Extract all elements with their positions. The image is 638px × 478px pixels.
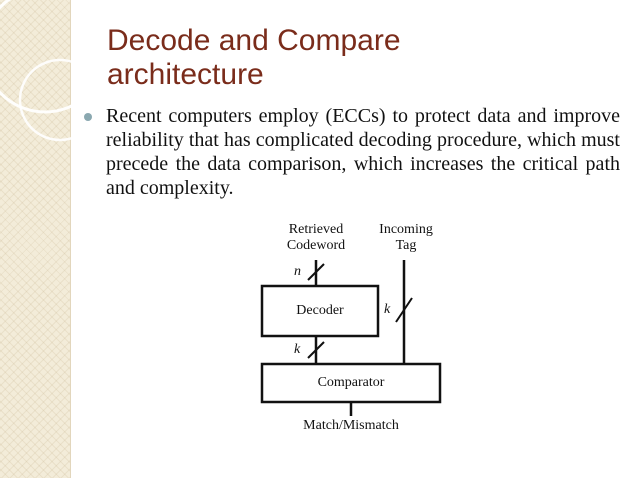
incoming-label-line-1: Incoming xyxy=(379,222,433,237)
decoder-label: Decoder xyxy=(296,303,344,318)
bullet-item xyxy=(84,104,620,200)
comparator-label: Comparator xyxy=(317,375,385,390)
slide-title xyxy=(107,24,607,92)
slide-title-line-2: architecture xyxy=(107,58,264,91)
decode-compare-diagram xyxy=(260,218,460,440)
k-width-label-left: k xyxy=(294,342,301,357)
retrieved-label-line-1: Retrieved xyxy=(288,222,344,237)
decorative-circles xyxy=(0,0,120,478)
k-width-label-right: k xyxy=(384,302,391,317)
slide-title-line-1: Decode and Compare xyxy=(107,24,401,57)
match-mismatch-label: Match/Mismatch xyxy=(303,418,399,433)
incoming-tag-label xyxy=(364,222,448,254)
retrieved-codeword-label xyxy=(276,222,356,254)
retrieved-label-line-2: Codeword xyxy=(286,238,346,253)
bullet-icon xyxy=(84,113,92,121)
n-width-label: n xyxy=(294,264,301,279)
incoming-label-line-2: Tag xyxy=(395,238,417,253)
decorative-circle-large xyxy=(0,0,107,112)
bullet-text: Recent computers employ (ECCs) to protect data and improve reliability that has complicated decoding procedure, which must precede the data comparison, which increases the critical path and complexity. xyxy=(106,105,620,199)
